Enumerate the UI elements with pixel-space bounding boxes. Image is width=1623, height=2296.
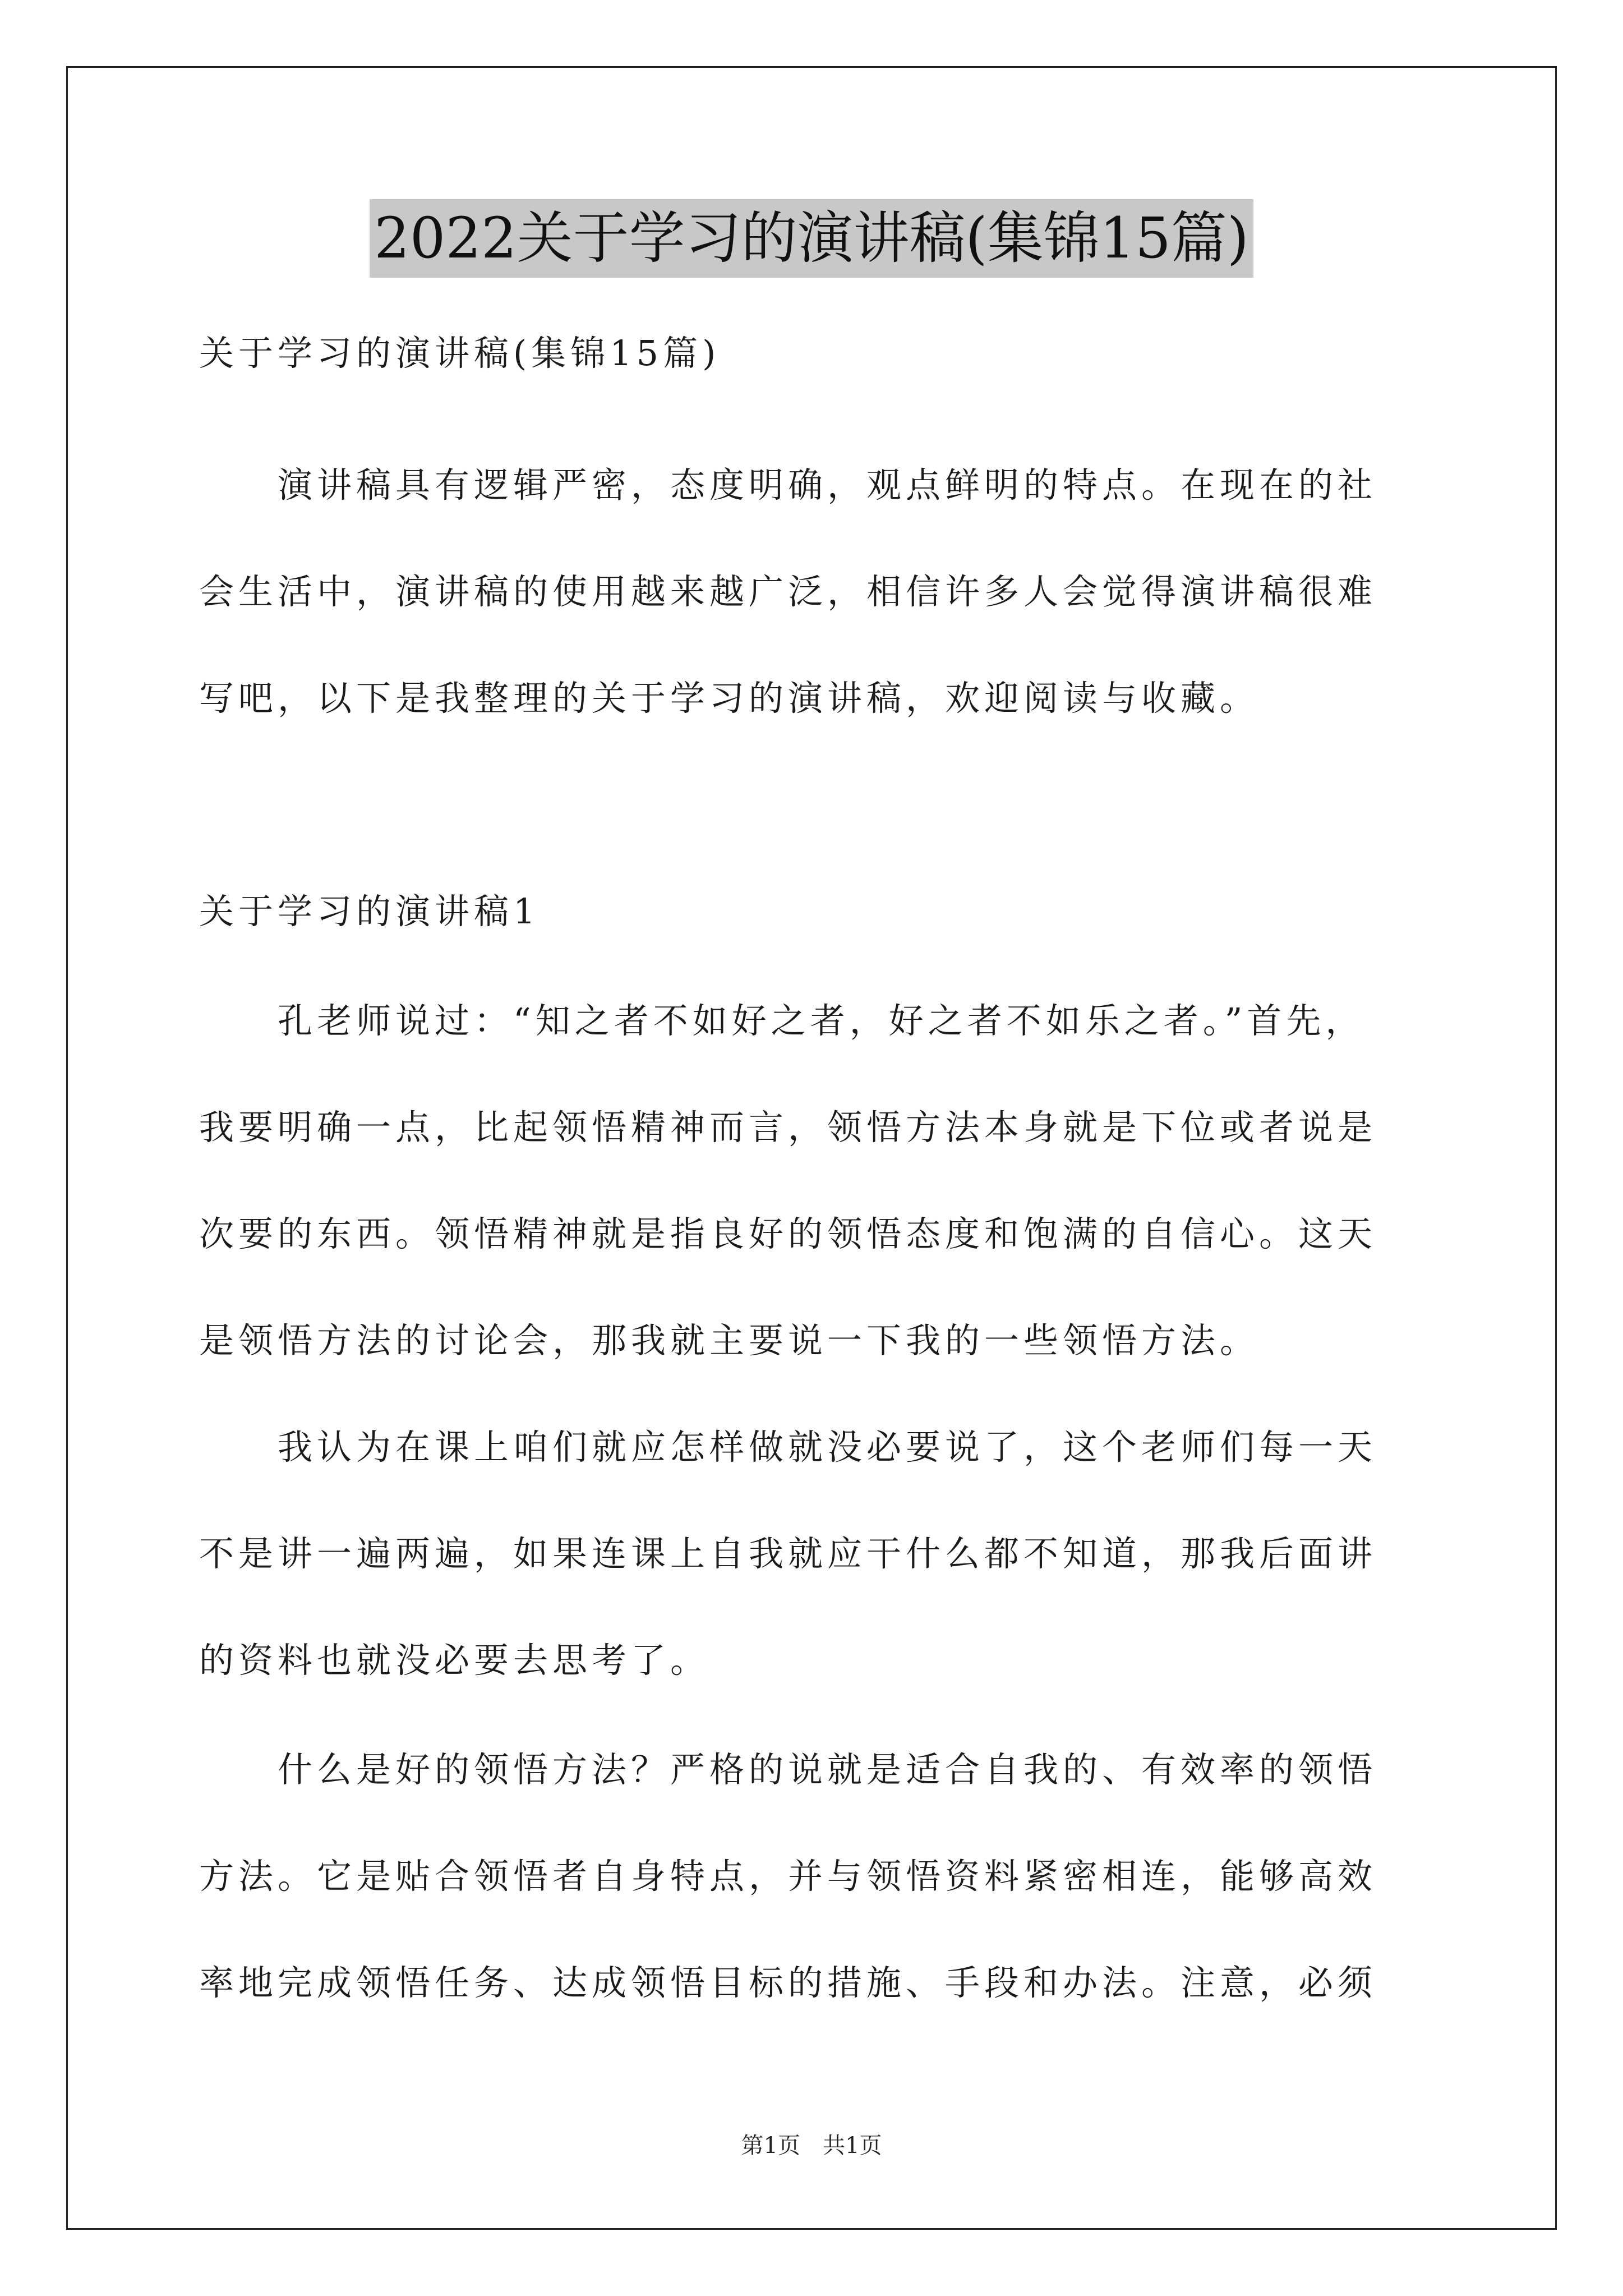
paragraph-line: 我认为在课上咱们就应怎样做就没必要说了，这个老师们每一天 — [199, 1427, 1377, 1467]
page-footer: 第1页 共1页 — [741, 2133, 882, 2159]
document-title: 2022关于学习的演讲稿(集锦15篇) — [370, 199, 1253, 278]
paragraph-line: 孔老师说过：“知之者不如好之者，好之者不如乐之者。”首先， — [199, 1000, 1365, 1041]
paragraph-line: 是领悟方法的讨论会，那我就主要说一下我的一些领悟方法。 — [199, 1320, 1260, 1361]
paragraph-line: 的资料也就没必要去思考了。 — [199, 1640, 710, 1681]
paragraph-line: 会生活中，演讲稿的使用越来越广泛，相信许多人会觉得演讲稿很难 — [199, 571, 1377, 612]
paragraph-line: 方法。它是贴合领悟者自身特点，并与领悟资料紧密相连，能够高效 — [199, 1856, 1377, 1897]
paragraph-line: 写吧，以下是我整理的关于学习的演讲稿，欢迎阅读与收藏。 — [199, 678, 1260, 719]
paragraph-line: 我要明确一点，比起领悟精神而言，领悟方法本身就是下位或者说是 — [199, 1107, 1377, 1148]
paragraph-line: 不是讲一遍两遍，如果连课上自我就应干什么都不知道，那我后面讲 — [199, 1533, 1377, 1574]
paragraph-line: 率地完成领悟任务、达成领悟目标的措施、手段和办法。注意，必须 — [199, 1962, 1377, 2003]
section-heading: 关于学习的演讲稿1 — [199, 891, 540, 932]
paragraph-line: 什么是好的领悟方法？严格的说就是适合自我的、有效率的领悟 — [199, 1749, 1377, 1790]
paragraph-line: 次要的东西。领悟精神就是指良好的领悟态度和饱满的自信心。这天 — [199, 1213, 1377, 1254]
subtitle-line: 关于学习的演讲稿(集锦15篇) — [199, 333, 721, 374]
paragraph-line: 演讲稿具有逻辑严密，态度明确，观点鲜明的特点。在现在的社 — [199, 464, 1377, 505]
title-container — [0, 199, 1623, 278]
